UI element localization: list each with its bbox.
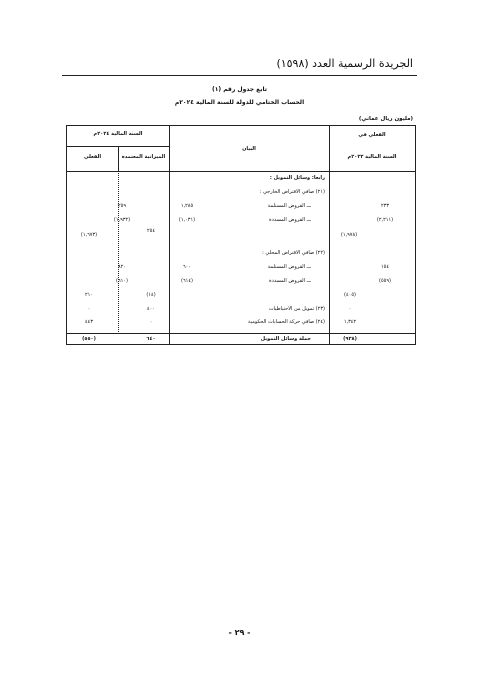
cell-budget-b: ٢٥٤ xyxy=(146,228,156,234)
row-label: (٢١) صافي الاقتراض الخارجي : xyxy=(259,189,325,195)
table-caption-title: الحساب الختامي للدولة للسنة المالية ٢٠٢٤م xyxy=(174,99,305,106)
cell-prev: (١,٩٧٨) xyxy=(340,232,358,238)
total-top-rule xyxy=(67,333,415,334)
row-label: (٢٢) صافي الاقتراض المحلي : xyxy=(262,250,325,256)
cell-actual-b: ٢١٠ xyxy=(84,292,94,298)
cell-actual-b: (١,٦٧٣) xyxy=(80,232,98,238)
cell-prev: ٢٣٣ xyxy=(380,203,390,209)
row-label: ـــ القروض المسددة xyxy=(269,217,311,223)
cell-budget-a: ٦٠٠ xyxy=(182,264,192,270)
row-label: ـــ القروض المستلمة xyxy=(267,203,311,209)
row-label: ـــ القروض المسددة xyxy=(269,278,311,284)
header-prev-actual-1: الفعلي في xyxy=(358,132,386,138)
unit-label: (مليون ريال عماني) xyxy=(358,116,413,122)
total-prev: (٩٣٨) xyxy=(343,336,357,342)
row-label: (٢٣) تمويل من الاحتياطيات xyxy=(268,306,325,312)
cell-prev: (٢,٢١١) xyxy=(376,217,394,223)
row-label: رابعا: وسائل التمويل : xyxy=(269,175,325,181)
cell-prev: (٤٠٥) xyxy=(344,292,356,298)
cell-budget-b: (١٤) xyxy=(146,292,156,298)
cell-actual-b: ٤٤٣ xyxy=(84,319,94,325)
cell-budget-b: ٠ xyxy=(149,319,153,325)
header-item: البيان xyxy=(242,146,256,152)
total-actual: (٥٥٠) xyxy=(82,336,96,342)
cell-actual-a: (١,٩٣٢) xyxy=(113,217,131,223)
table-caption-continued: تابع جدول رقم (١) xyxy=(211,86,268,93)
total-label: جملة وسائل التمويل xyxy=(260,336,311,342)
page-number: - ٢٩ - xyxy=(228,628,251,637)
header-rule xyxy=(62,75,417,76)
col-divider-budget-item xyxy=(169,126,170,344)
cell-prev: ١٥٤ xyxy=(380,264,390,270)
cell-prev: (٥٥٩) xyxy=(379,278,391,284)
cell-actual-a: ٢٥٩ xyxy=(117,203,127,209)
total-budget: ٦٤٠ xyxy=(146,336,156,342)
header-fy2024: السنة المالية ٢٠٢٤م xyxy=(93,131,143,137)
cell-budget-b: ٤٠٠ xyxy=(146,306,156,312)
header-bottom-rule xyxy=(67,171,415,172)
cell-budget-a: (١,٠٣١) xyxy=(178,217,196,223)
cell-actual-a: (٦١٠) xyxy=(116,278,128,284)
row-label: ـــ القروض المستلمة xyxy=(267,264,311,270)
header-subrule xyxy=(67,146,169,147)
row-label: (٢٤) صافي حركة الحسابات الحكومية xyxy=(248,319,325,325)
cell-actual-b: ٠ xyxy=(87,306,91,312)
cell-budget-a: ١,٢٨٥ xyxy=(180,203,194,209)
cell-prev: ١,٣٤٢ xyxy=(343,319,357,325)
header-actual: الفعلي xyxy=(83,154,102,160)
cell-prev: ٠ xyxy=(348,306,352,312)
header-budget: الميزانية المعتمدة xyxy=(121,154,166,160)
gazette-header-title: الجريدة الرسمية العدد (١٥٩٨) xyxy=(276,57,413,70)
cell-budget-a: (٦١٤) xyxy=(181,278,193,284)
col-divider-actual-budget-body xyxy=(118,171,119,334)
header-prev-actual-2: السنة المالية ٢٠٢٣م xyxy=(347,154,397,160)
cell-actual-a: ٨٢٠ xyxy=(117,264,127,270)
financing-table xyxy=(66,125,416,345)
